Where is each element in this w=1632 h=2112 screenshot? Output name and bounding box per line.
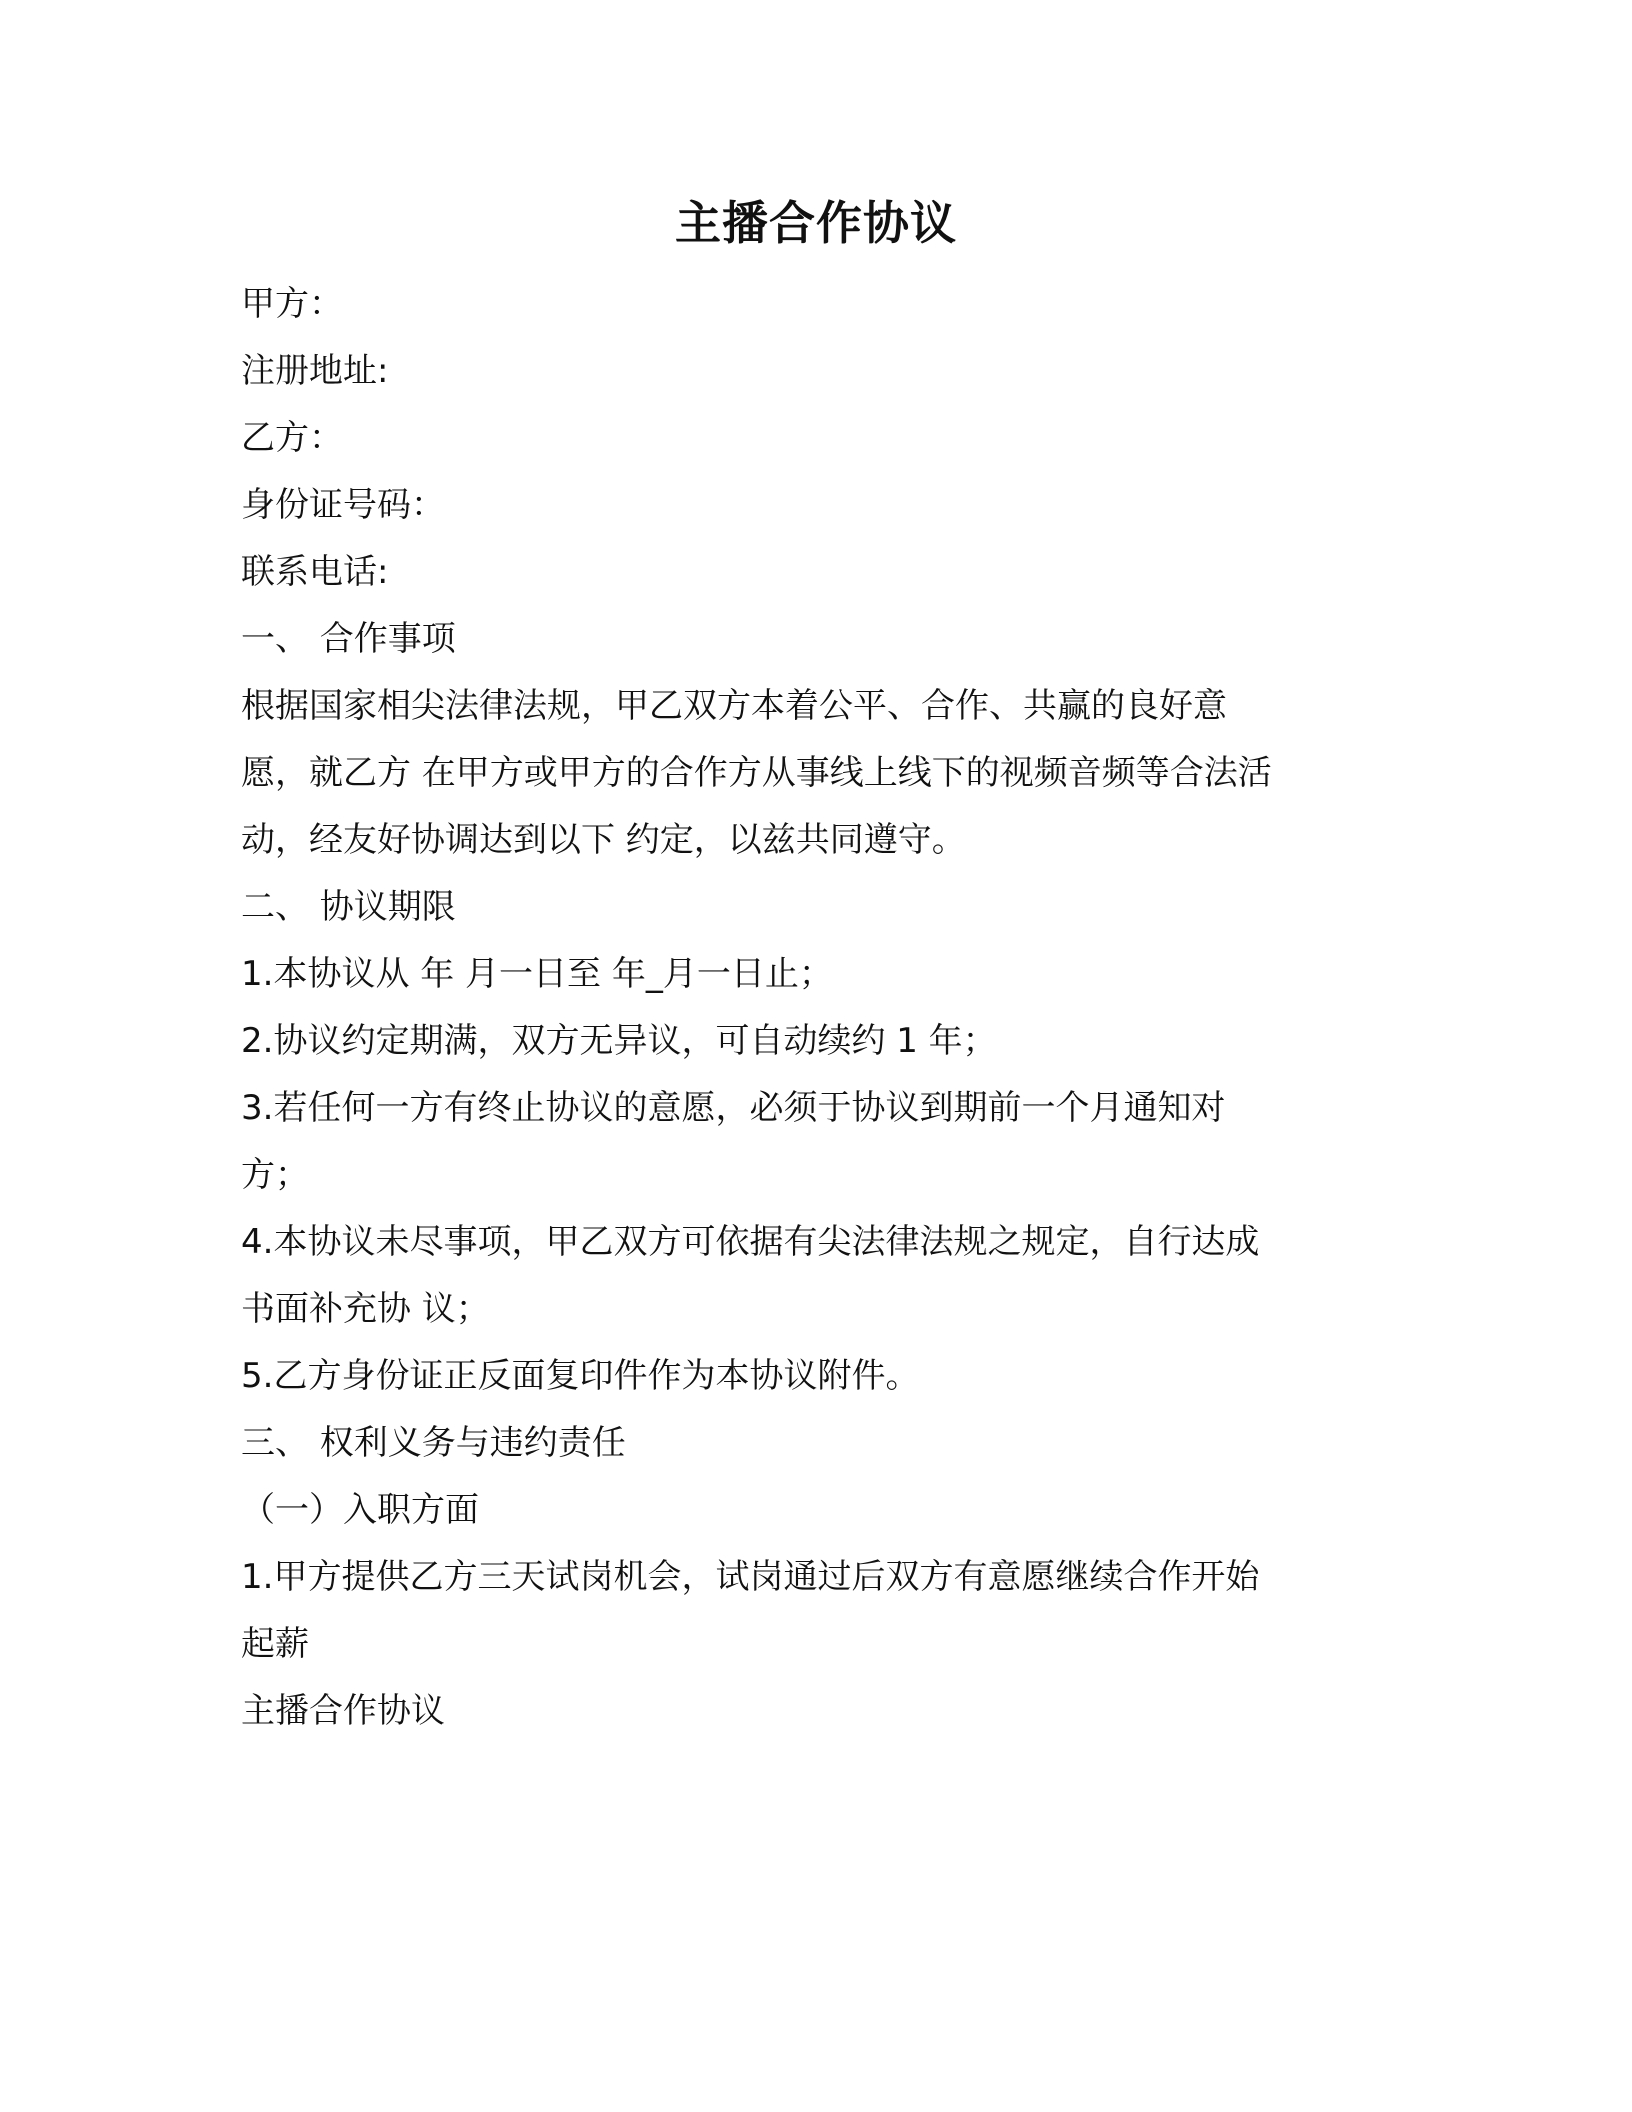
footer-title-line: 主播合作协议 xyxy=(241,1691,445,1731)
document-body xyxy=(241,271,1391,1745)
phone-line: 联系电话: xyxy=(241,552,389,592)
id-number-line: 身份证号码： xyxy=(241,485,445,525)
term-item: 书面补充协 议； xyxy=(241,1289,490,1329)
rights-item: 起薪 xyxy=(241,1624,309,1664)
section-heading-cooperation: 一、 合作事项 xyxy=(241,619,456,659)
term-item: 3.若任何一方有终止协议的意愿，必须于协议到期前一个月通知对 xyxy=(241,1088,1226,1128)
term-item: 2.协议约定期满，双方无异议，可自动续约 1 年； xyxy=(241,1021,997,1061)
term-item: 4.本协议未尽事项，甲乙双方可依据有尖法律法规之规定，自行达成 xyxy=(241,1222,1260,1262)
term-item: 1.本协议从 年 月一日至 年_月一日止； xyxy=(241,954,833,994)
term-item: 5.乙方身份证正反面复印件作为本协议附件。 xyxy=(241,1356,920,1396)
rights-item: 1.甲方提供乙方三天试岗机会，试岗通过后双方有意愿继续合作开始 xyxy=(241,1557,1260,1597)
party-b-line: 乙方： xyxy=(241,418,343,458)
section-heading-rights: 三、 权利义务与违约责任 xyxy=(241,1423,626,1463)
document-title: 主播合作协议 xyxy=(675,196,957,250)
party-a-line: 甲方： xyxy=(241,284,343,324)
registered-address-line: 注册地址: xyxy=(241,351,389,391)
subsection-heading: （一）入职方面 xyxy=(241,1490,479,1530)
paragraph-line: 根据国家相尖法律法规，甲乙双方本着公平、合作、共赢的良好意 xyxy=(241,686,1227,726)
paragraph-line: 愿，就乙方 在甲方或甲方的合作方从事线上线下的视频音频等合法活 xyxy=(241,753,1272,793)
section-heading-term: 二、 协议期限 xyxy=(241,887,456,927)
paragraph-line: 动，经友好协调达到以下 约定，以兹共同遵守。 xyxy=(241,820,966,860)
term-item: 方； xyxy=(241,1155,309,1195)
